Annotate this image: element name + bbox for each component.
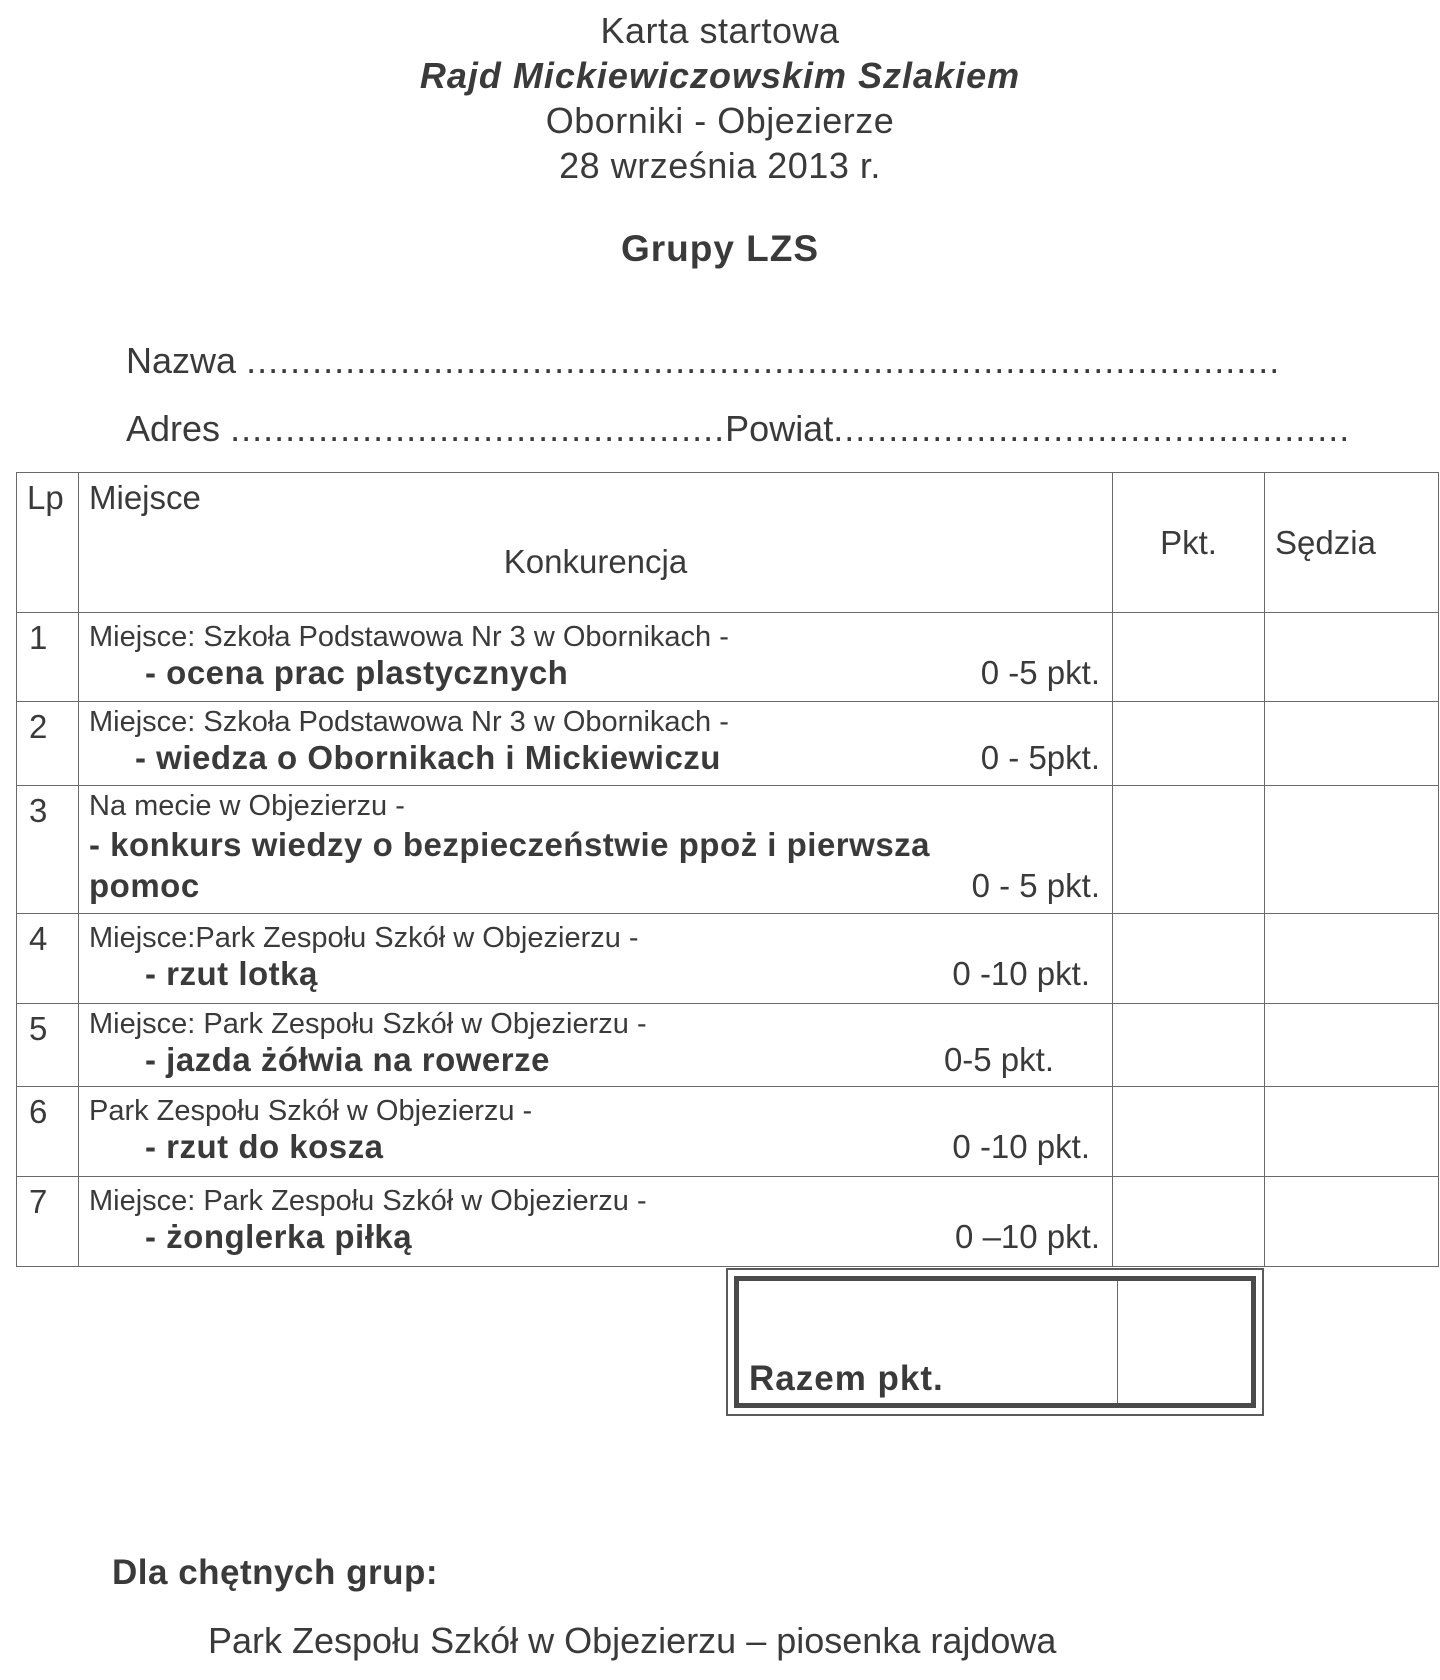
row-place: Miejsce: Szkoła Podstawowa Nr 3 w Obornikach -	[89, 706, 729, 738]
row-number: 7	[17, 1177, 79, 1267]
points-input-cell[interactable]	[1113, 613, 1265, 702]
competition-cell	[79, 613, 1113, 702]
row-number: 1	[17, 613, 79, 702]
row-points-range: 0 –10 pkt.	[955, 1218, 1100, 1255]
total-box	[726, 1268, 1264, 1416]
row-place: Na mecie w Objezierzu -	[89, 790, 405, 822]
judge-signature-cell[interactable]	[1265, 613, 1439, 702]
table-row	[17, 1177, 1439, 1267]
row-competition: - ocena prac plastycznych	[145, 654, 569, 691]
total-divider	[1117, 1281, 1118, 1403]
header-competition-cell	[79, 473, 1113, 613]
address-dots: .............................................	[230, 408, 726, 449]
row-competition: - żonglerka piłką	[145, 1218, 413, 1255]
header-lp: Lp	[17, 473, 79, 613]
table-row	[17, 613, 1439, 702]
points-input-cell[interactable]	[1113, 786, 1265, 914]
row-number: 2	[17, 702, 79, 786]
row-points-range: 0 - 5 pkt.	[971, 867, 1100, 904]
row-number: 4	[17, 914, 79, 1004]
header-judge: Sędzia	[1265, 473, 1439, 613]
table-row	[17, 914, 1439, 1004]
judge-signature-cell[interactable]	[1265, 702, 1439, 786]
rally-title: Rajd Mickiewiczowskim Szlakiem	[419, 55, 1021, 96]
row-place: Miejsce: Park Zespołu Szkół w Objezierzu -	[89, 1008, 647, 1040]
header-points: Pkt.	[1113, 473, 1265, 613]
group-title: Grupy LZS	[620, 228, 820, 269]
name-field[interactable]	[126, 340, 1280, 382]
judge-signature-cell[interactable]	[1265, 786, 1439, 914]
scores-table	[16, 472, 1439, 1267]
row-points-range: 0 - 5pkt.	[980, 739, 1100, 776]
row-number: 6	[17, 1087, 79, 1177]
total-inner-frame	[734, 1276, 1256, 1408]
optional-activity: Park Zespołu Szkół w Objezierzu – piosenka rajdowa	[208, 1620, 1057, 1661]
document-header	[0, 8, 1440, 188]
points-input-cell[interactable]	[1113, 1177, 1265, 1267]
competition-cell	[79, 1004, 1113, 1087]
row-place: Park Zespołu Szkół w Objezierzu -	[89, 1095, 533, 1127]
table-header-row	[17, 473, 1439, 613]
name-label: Nazwa	[126, 340, 237, 381]
row-competition: - rzut lotką	[145, 955, 318, 992]
competition-cell	[79, 786, 1113, 914]
row-place: Miejsce: Park Zespołu Szkół w Objezierzu -	[89, 1185, 647, 1217]
header-place: Miejsce	[89, 479, 201, 516]
rally-date: 28 września 2013 r.	[559, 145, 881, 186]
row-place: Miejsce:Park Zespołu Szkół w Objezierzu -	[89, 922, 639, 954]
card-label: Karta startowa	[600, 10, 840, 51]
rally-location: Oborniki - Objezierze	[545, 100, 895, 141]
judge-signature-cell[interactable]	[1265, 1087, 1439, 1177]
row-competition: - wiedza o Obornikach i Mickiewiczu	[135, 739, 721, 776]
row-place: Miejsce: Szkoła Podstawowa Nr 3 w Obornikach -	[89, 621, 729, 653]
row-competition: - konkurs wiedzy o bezpieczeństwie ppoż i pierwsza	[89, 826, 931, 863]
points-input-cell[interactable]	[1113, 702, 1265, 786]
row-number: 5	[17, 1004, 79, 1087]
table-row	[17, 702, 1439, 786]
row-number: 3	[17, 786, 79, 914]
row-points-range: 0 -10 pkt.	[952, 955, 1090, 992]
row-points-range: 0 -5 pkt.	[980, 654, 1100, 691]
county-label: Powiat	[725, 408, 834, 449]
header-competition: Konkurencja	[503, 543, 688, 580]
competition-cell	[79, 914, 1113, 1004]
points-input-cell[interactable]	[1113, 914, 1265, 1004]
judge-signature-cell[interactable]	[1265, 1177, 1439, 1267]
points-input-cell[interactable]	[1113, 1087, 1265, 1177]
competition-cell	[79, 1177, 1113, 1267]
address-label: Adres	[126, 408, 221, 449]
competition-cell	[79, 1087, 1113, 1177]
competition-cell	[79, 702, 1113, 786]
row-competition-cont: pomoc	[89, 867, 200, 904]
row-competition: - rzut do kosza	[145, 1128, 384, 1165]
county-dots: ...............................................	[833, 408, 1351, 449]
table-row	[17, 786, 1439, 914]
total-label: Razem pkt.	[749, 1359, 944, 1398]
row-competition: - jazda żółwia na rowerze	[145, 1041, 550, 1078]
row-points-range: 0 -10 pkt.	[952, 1128, 1090, 1165]
table-row	[17, 1004, 1439, 1087]
optional-heading: Dla chętnych grup:	[112, 1553, 438, 1592]
judge-signature-cell[interactable]	[1265, 914, 1439, 1004]
name-dots: ..............................................................................................	[246, 340, 1281, 381]
row-points-range: 0-5 pkt.	[943, 1041, 1054, 1078]
table-row	[17, 1087, 1439, 1177]
points-input-cell[interactable]	[1113, 1004, 1265, 1087]
judge-signature-cell[interactable]	[1265, 1004, 1439, 1087]
address-field[interactable]	[126, 408, 1350, 450]
